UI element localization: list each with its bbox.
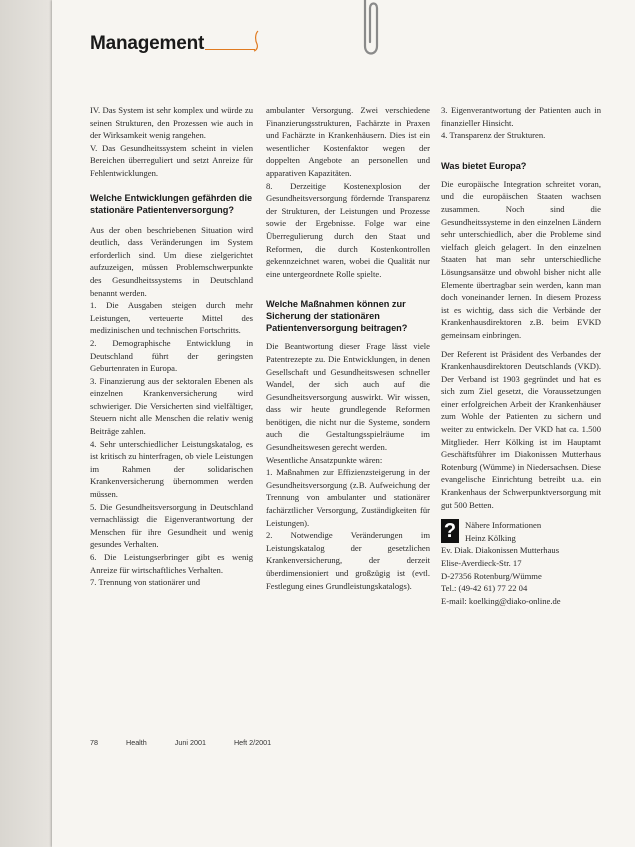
title-flourish-icon	[252, 30, 262, 52]
question-mark-icon: ?	[441, 519, 459, 543]
paragraph: Wesentliche Ansatzpunkte wären:	[266, 454, 383, 465]
list-item: 8. Derzeitige Kostenexplosion der Gesundheitsversorgung fördernde Transparenz der Strukturen, der Leistungen und Prozesse sowie der Ergebnisse. Folge war eine Überregulierung durch den Staat und Reformen, die durch Kostenkontrollen gekennzeichnet waren, wobei die Qualität nur eine untergeordnete Rolle spielte.	[266, 180, 430, 279]
list-item: 6. Die Leistungserbringer gibt es wenig Anreize für wirtschaftliches Verhalten.	[90, 552, 253, 575]
column-middle	[266, 104, 430, 592]
issue-date: Juni 2001	[174, 738, 206, 747]
column-right	[441, 104, 601, 607]
list-item: 3. Finanzierung aus der sektoralen Ebenen als einzelnen Krankenversicherung wird schwieriger. Die Versicherten sind vielfältiger, Steuern nicht alle Menschen die relativ wenig Beiträge zahlen.	[90, 375, 253, 437]
list-item: 7. Trennung von stationärer und	[90, 577, 201, 588]
paragraph: ambulanter Versorgung. Zwei verschiedene Finanzierungsstrukturen, Fachärzte in Praxen und Fachärzte in Krankenhäusern. Dies ist ein wesentlicher Kostenfaktor wegen der doppelten Angebote an personellen und apparativen Kapazitäten.	[266, 105, 430, 178]
section-title: Management	[90, 33, 205, 54]
list-item: 1. Die Ausgaben steigen durch mehr Leistungen, verteuerte Mittel des medizinischen und technischen Fortschritts.	[90, 300, 253, 336]
list-item: 1. Maßnahmen zur Effizienzsteigerung in der Gesundheitsversorgung (z.B. Aufweichung der Trennung von ambulanter und stationärer fachärztlicher Versorgung, Zuständigkeiten für Leistungen).	[266, 467, 430, 528]
paragraph: V. Das Gesundheitssystem scheint in vielen Bereichen überreguliert und setzt Anreize für Fehlentwicklungen.	[90, 142, 253, 178]
list-item: 5. Die Gesundheitsversorgung in Deutschland vernachlässigt die Eigenverantwortung der Menschen für ihre Gesundheit und wenig gesundes Verhalten.	[90, 501, 253, 550]
contact-tel: Tel.: (49-42 61) 77 22 04	[441, 583, 528, 594]
paragraph: Die Beantwortung dieser Frage lässt viele Patentrezepte zu. Die Entwicklungen, in denen Gesellschaft und Gesundheitswesen schneller Wandel, der sich auch auf die Gesundheitsversorgung auswirkt. Wir wissen, dass wir heute grundlegende Reformen benötigen, die nicht nur die Systeme, sondern auch die Gestaltungsspielräume im Gesundheitswesen gerecht werden.	[266, 341, 430, 453]
contact-block	[441, 519, 601, 544]
contact-city: D-27356 Rotenburg/Wümme	[441, 570, 542, 581]
column-left	[90, 104, 253, 589]
contact-street: Elise-Averdieck-Str. 17	[441, 558, 522, 568]
list-item: 4. Transparenz der Strukturen.	[441, 130, 546, 141]
page-footer	[90, 738, 297, 747]
list-item: 3. Eigenverantwortung der Patienten auch in finanzieller Hinsicht.	[441, 105, 601, 128]
subheading: Welche Entwicklungen gefährden die stationäre Patientenversorgung?	[90, 192, 253, 215]
list-item: 2. Notwendige Veränderungen im Leistungskatalog der gesetzlichen Krankenversicherung, der derzeit überdimensioniert und großzügig ist (evtl. Festlegung eines Grundleistungskatalogs).	[266, 530, 430, 591]
subheading: Welche Maßnahmen können zur Sicherung der stationären Patientenversorgung beitragen?	[266, 299, 408, 334]
journal-name: Health	[126, 738, 147, 747]
page-number: 78	[90, 738, 98, 747]
contact-email[interactable]: E-mail: koelking@diako-online.de	[441, 595, 561, 606]
contact-org: Ev. Diak. Diakonissen Mutterhaus	[441, 545, 560, 556]
title-rule	[205, 49, 255, 50]
paperclip-icon	[357, 0, 383, 62]
paragraph: IV. Das System ist sehr komplex und würde zu seinen Strukturen, den Prozessen wie auch in der Wirksamkeit wenig rangehen.	[90, 105, 253, 141]
paragraph: Die europäische Integration schreitet voran, und die europäischen Staaten wachsen zusammen. Noch sind die Gesundheitssysteme in den einzelnen Ländern sehr unterschiedlich, aber die Probleme sind vielfach gleich gelagert. In den einzelnen Staaten hat man sehr unterschiedliche Lösungsansätze und obwohl bisher nicht alle Elemente übertragbar sein werden, kann man doch voneinander lernen. In diesem Prozess ist es wichtig, dass sich die Verbände der Krankenhausdirektoren z.B. beim EVKD gemeinsam einbringen.	[441, 178, 601, 340]
paragraph: Der Referent ist Präsident des Verbandes der Krankenhausdirektoren Deutschlands (VKD). Der Verband ist 1903 gegründet und hat es sich zum Ziel gesetzt, die Voraussetzungen einer erfolgreichen Arbeit der Krankenhäuser zum Wohle der Patienten zu sichern und weiter zu entwickeln. Der VKD hat ca. 1.500 Mitglieder. Herr Kölking ist im Hauptamt Geschäftsführer im Diakonissen Mutterhaus Rotenburg (Wümme) in Niedersachsen. Diese evangelische Einrichtung betreibt u.a. ein Krankenhaus der Schwerpunktversorgung mit gut 500 Betten.	[441, 348, 601, 510]
list-item: 4. Sehr unterschiedlicher Leistungskatalog, es ist kritisch zu hinterfragen, ob viele Leistungen im Rahmen der solidarischen Krankenversicherung übernommen werden müssen.	[90, 438, 253, 500]
contact-title: Nähere Informationen	[465, 520, 542, 531]
subheading: Was bietet Europa?	[441, 160, 527, 171]
issue-number: Heft 2/2001	[233, 738, 272, 747]
contact-name: Heinz Kölking	[465, 532, 516, 543]
paragraph: Aus der oben beschriebenen Situation wird deutlich, dass Veränderungen im System erforderlich sind. Um diese zielgerichtet aufzuzeigen, müssen Problemschwerpunkte des Gesundheitssystems in Deutschland benannt werden.	[90, 224, 253, 298]
scan-margin	[0, 0, 52, 847]
list-item: 2. Demographische Entwicklung in Deutschland führt der geringsten Geburtenraten in Europa.	[90, 337, 253, 374]
